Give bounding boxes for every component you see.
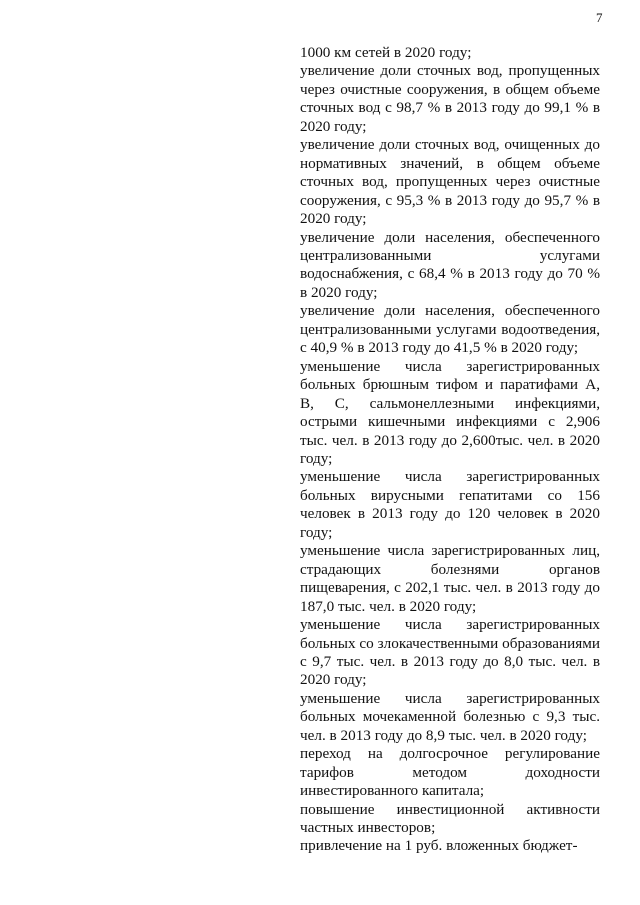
paragraph: увеличение доли сточных вод, пропущенных через очистные сооружения, в общем объеме сточных вод с 98,7 % в 2013 году до 99,1 % в 2020 году; [300, 62, 600, 135]
paragraph: уменьшение числа зарегистрированных больных со злокачественными образованиями с 9,7 тыс. чел. в 2013 году до 8,0 тыс. чел. в 2020 году; [300, 616, 600, 689]
paragraph: привлечение на 1 руб. вложенных бюджет- [300, 837, 578, 855]
body-text [300, 44, 600, 856]
paragraph: повышение инвестиционной активности частных инвесторов; [300, 800, 600, 837]
paragraph: увеличение доли населения, обеспеченного централизованными услугами водоотведения, с 40,9 % в 2013 году до 41,5 % в 2020 году; [300, 302, 600, 357]
paragraph: 1000 км сетей в 2020 году; [300, 44, 472, 61]
paragraph: уменьшение числа зарегистрированных больных мочекаменной болезнью с 9,3 тыс. чел. в 2013 году до 8,9 тыс. чел. в 2020 году; [300, 689, 600, 744]
page-number: 7 [596, 10, 603, 25]
paragraph: увеличение доли сточных вод, очищенных до нормативных значений, в общем объеме сточных вод, пропущенных через очистные сооружения, с 95,3 % в 2013 году до 95,7 % в 2020 году; [300, 136, 600, 228]
paragraph: уменьшение числа зарегистрированных лиц, страдающих болезнями органов пищеварения, с 202,1 тыс. чел. в 2013 году до 187,0 тыс. чел. в 2020 году; [300, 542, 600, 615]
paragraph: увеличение доли населения, обеспеченного централизованными услугами водоснабжения, с 68,4 % в 2013 году до 70 % в 2020 году; [300, 228, 600, 301]
paragraph: уменьшение числа зарегистрированных больных брюшным тифом и паратифами А, В, С, сальмонеллезными инфекциями, острыми кишечными инфекциями с 2,906 тыс. чел. в 2013 году до 2,600тыс. чел. в 2020 году; [300, 357, 600, 467]
paragraph: уменьшение числа зарегистрированных больных вирусными гепатитами со 156 человек в 2013 году до 120 человек в 2020 году; [300, 468, 600, 541]
paragraph: переход на долгосрочное регулирование тарифов методом доходности инвестированного капитала; [300, 745, 600, 800]
